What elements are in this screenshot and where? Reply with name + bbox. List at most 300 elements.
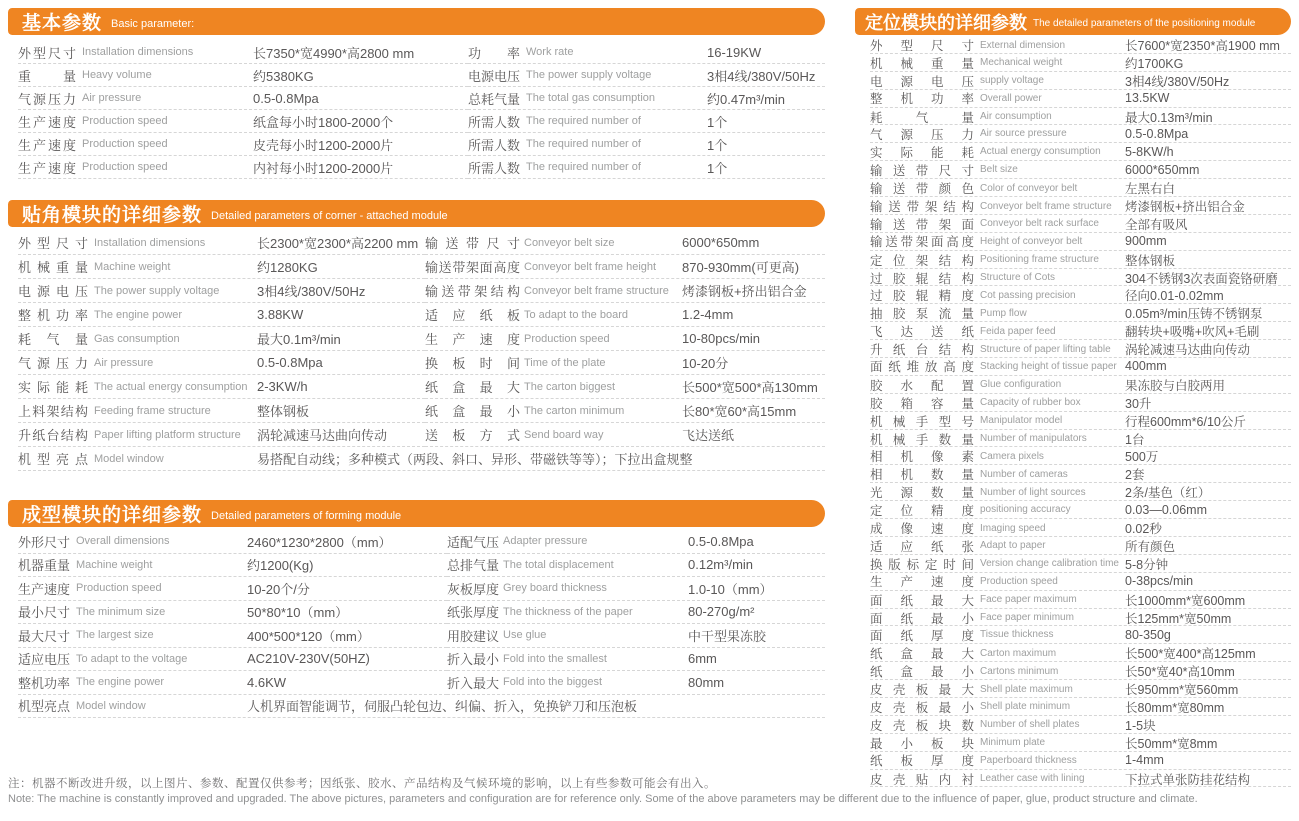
param-label-cn: 实际能耗 xyxy=(18,380,88,395)
param-value: 500万 xyxy=(1125,450,1159,465)
param-label-en: Production speed xyxy=(980,575,1058,587)
param-value: 烤漆钢板+挤出铝合金 xyxy=(1125,200,1245,215)
param-label-cn: 机械重量 xyxy=(18,260,88,275)
param-label-en: Feida paper feed xyxy=(980,325,1056,337)
table-title-en: Basic parameter: xyxy=(111,17,195,30)
param-label-cn: 气源压力 xyxy=(870,127,974,142)
table-row xyxy=(870,465,1291,483)
table-row xyxy=(870,36,1291,54)
param-label-cn: 纸盒最小 xyxy=(870,665,974,680)
param-value: 1.2-4mm xyxy=(682,307,734,322)
param-label-en: Stacking height of tissue paper xyxy=(980,360,1117,372)
param-value: 约5380KG xyxy=(253,68,314,84)
param-value: 涡轮减速马达曲向传动 xyxy=(257,428,388,443)
table-row xyxy=(18,447,825,471)
table-row xyxy=(870,412,1291,430)
param-label-cn: 用胶建议 xyxy=(447,628,499,644)
param-value: 飞达送纸 xyxy=(682,428,735,443)
param-label-en: Shell plate minimum xyxy=(980,701,1071,713)
basic-left-column xyxy=(18,41,468,179)
table-row xyxy=(870,483,1291,501)
param-label-en: Leather case with lining xyxy=(980,773,1085,785)
param-label-cn: 适应电压 xyxy=(18,652,70,668)
param-value: 2460*1230*2800（mm） xyxy=(247,534,392,550)
footer-note-cn: 注：机器不断改进升级，以上图片、参数、配置仅供参考；因纸张、胶水、产品结构及气候环境的影响，以上有些参数可能会有出入。 xyxy=(8,778,716,790)
param-value: 长7350*宽4990*高2800 mm xyxy=(253,45,415,61)
param-value: 约1280KG xyxy=(257,260,318,275)
table-row xyxy=(18,351,425,375)
table-title-en: Detailed parameters of forming module xyxy=(211,509,402,522)
param-label-cn: 输送带尺寸 xyxy=(870,163,974,178)
param-label-cn: 生产速度 xyxy=(18,137,76,153)
param-value: AC210V-230V(50HZ) xyxy=(247,651,370,667)
param-value: 纸盒每小时1800-2000个 xyxy=(253,114,394,130)
table-row xyxy=(870,501,1291,519)
param-value: 80-270g/m² xyxy=(688,604,755,620)
table-title-cn: 贴角模块的详细参数 xyxy=(22,205,203,226)
table-row xyxy=(468,87,825,110)
param-label-en: Gas consumption xyxy=(94,332,180,345)
param-label-en: Number of manipulators xyxy=(980,433,1087,445)
param-label-en: Feeding frame structure xyxy=(94,404,211,417)
param-label-cn: 胶箱容量 xyxy=(870,396,974,411)
param-value: 长2300*宽2300*高2200 mm xyxy=(257,236,419,251)
param-label-en: Production speed xyxy=(82,161,168,173)
param-label-cn: 所需人数 xyxy=(468,137,520,153)
param-label-en: Imaging speed xyxy=(980,522,1046,534)
table-row xyxy=(447,577,825,601)
param-label-cn: 机型亮点 xyxy=(18,452,88,467)
param-label-en: Installation dimensions xyxy=(82,46,194,58)
param-label-en: Structure of paper lifting table xyxy=(980,343,1111,355)
table-row xyxy=(870,537,1291,555)
table-row xyxy=(18,255,425,279)
param-value: 50*80*10（mm） xyxy=(247,605,349,621)
positioning-module-table xyxy=(855,8,1291,787)
param-label-en: Carton maximum xyxy=(980,647,1057,659)
table-row xyxy=(870,125,1291,143)
param-label-cn: 抽胶泵流量 xyxy=(870,307,974,322)
param-label-en: The carton biggest xyxy=(524,380,616,393)
param-value: 870-930mm(可更高) xyxy=(682,260,800,275)
param-label-cn: 过胶辊精度 xyxy=(870,289,974,304)
param-label-cn: 皮壳贴内衬 xyxy=(870,772,974,787)
table-row xyxy=(468,133,825,156)
param-value: 0.03—0.06mm xyxy=(1125,502,1207,517)
param-value: 5-8分钟 xyxy=(1125,557,1169,572)
param-value: 3相4线/380V/50Hz xyxy=(707,68,816,84)
param-value: 13.5KW xyxy=(1125,91,1170,106)
param-label-cn: 输送带架面高度 xyxy=(870,235,974,250)
param-label-cn: 生产速度 xyxy=(425,332,520,347)
param-label-cn: 机型亮点 xyxy=(18,699,70,715)
table-row xyxy=(18,577,447,601)
param-label-cn: 所需人数 xyxy=(468,160,520,176)
param-label-cn: 气源压力 xyxy=(18,356,88,371)
param-label-cn: 最大尺寸 xyxy=(18,628,70,644)
table-title-cn: 定位模块的详细参数 xyxy=(865,12,1027,33)
table-title-en: Detailed parameters of corner - attached module xyxy=(211,209,448,222)
param-value: 4.6KW xyxy=(247,674,287,690)
param-label-en: The engine power xyxy=(76,676,165,689)
param-label-cn: 外型尺寸 xyxy=(18,236,88,251)
table-row xyxy=(870,161,1291,179)
param-label-cn: 机器重量 xyxy=(18,558,70,574)
table-row xyxy=(425,231,825,255)
param-label-cn: 功率 xyxy=(468,45,520,61)
param-value: 1.0-10（mm） xyxy=(688,581,773,597)
param-value: 2条/基色（红） xyxy=(1125,486,1211,501)
param-label-cn: 整机功率 xyxy=(18,675,70,691)
table-row xyxy=(870,179,1291,197)
param-value: 所有颜色 xyxy=(1125,539,1176,554)
positioning-rows xyxy=(855,36,1291,787)
param-value: 最大0.1m³/min xyxy=(257,332,341,347)
param-value: 10-20个/分 xyxy=(247,581,310,597)
param-label-en: Paperboard thickness xyxy=(980,754,1077,766)
param-value: 最大0.13m³/min xyxy=(1125,110,1213,125)
corner-highlight-row xyxy=(8,447,825,471)
param-label-en: Face paper minimum xyxy=(980,612,1074,623)
param-label-en: Number of light sources xyxy=(980,486,1086,498)
param-label-cn: 最小尺寸 xyxy=(18,605,70,621)
param-label-en: Model window xyxy=(76,699,146,712)
param-label-cn: 纸张厚度 xyxy=(447,605,499,621)
param-value: 6000*650mm xyxy=(1125,162,1200,177)
param-label-cn: 光源数量 xyxy=(870,486,974,501)
table-row xyxy=(18,156,468,179)
param-label-en: External dimension xyxy=(980,39,1066,51)
param-label-en: Capacity of rubber box xyxy=(980,397,1081,409)
param-label-cn: 电源电压 xyxy=(468,68,520,84)
param-label-en: To adapt to the board xyxy=(524,308,628,321)
corner-module-header xyxy=(8,200,825,227)
param-label-cn: 生产速度 xyxy=(18,581,70,597)
param-label-cn: 皮壳板块数 xyxy=(870,718,974,733)
table-row xyxy=(870,644,1291,662)
param-value: 0.5-0.8Mpa xyxy=(1125,126,1189,141)
corner-left-column xyxy=(18,231,425,447)
param-label-en: Conveyor belt frame structure xyxy=(980,200,1112,212)
table-row xyxy=(870,752,1291,770)
table-row xyxy=(18,554,447,578)
footer-note-en: Note: The machine is constantly improved and upgraded. The above pictures, parameters and configuration are for reference only. Some of the above parameters may be different due to the influence of paper, glue, product structure and climate. xyxy=(8,793,1198,805)
param-label-en: Positioning frame structure xyxy=(980,254,1099,266)
table-row xyxy=(18,423,425,447)
param-value: 长1000mm*宽600mm xyxy=(1125,593,1246,608)
footer-notes xyxy=(8,777,1288,807)
table-row xyxy=(18,375,425,399)
param-label-en: Cot passing precision xyxy=(980,289,1076,301)
param-label-en: Production speed xyxy=(82,138,168,150)
table-row xyxy=(468,64,825,87)
param-label-cn: 面纸厚度 xyxy=(870,628,974,643)
param-label-cn: 生产速度 xyxy=(870,575,974,590)
forming-module-header xyxy=(8,500,825,527)
param-label-cn: 纸盒最大 xyxy=(425,380,520,395)
param-label-cn: 耗气量 xyxy=(18,332,88,347)
table-row xyxy=(18,530,447,554)
param-label-en: Conveyor belt frame structure xyxy=(524,284,669,297)
param-label-cn: 面纸堆放高度 xyxy=(870,360,974,375)
param-label-en: Actual energy consumption xyxy=(980,146,1101,158)
table-row xyxy=(870,108,1291,126)
param-label-cn: 定位精度 xyxy=(870,503,974,518)
param-value: 长80mm*宽80mm xyxy=(1125,700,1225,715)
param-value: 80-350g xyxy=(1125,627,1171,642)
table-row xyxy=(870,662,1291,680)
table-row xyxy=(870,626,1291,644)
param-label-en: The power supply voltage xyxy=(526,69,652,81)
param-label-en: The carton minimum xyxy=(524,404,625,417)
forming-module-table xyxy=(8,500,825,718)
param-label-cn: 折入最小 xyxy=(447,652,499,668)
param-label-cn: 灰板厚度 xyxy=(447,581,499,597)
table-row xyxy=(870,394,1291,412)
param-label-cn: 机械手型号 xyxy=(870,414,974,429)
param-value: 整体钢板 xyxy=(1125,253,1176,268)
param-label-cn: 相机数量 xyxy=(870,468,974,483)
param-label-cn: 重量 xyxy=(18,68,76,84)
table-row xyxy=(18,695,825,719)
table-row xyxy=(425,279,825,303)
param-value: 行程600mm*6/10公斤 xyxy=(1125,414,1246,429)
param-label-en: Number of cameras xyxy=(980,468,1068,480)
param-label-en: Air pressure xyxy=(94,356,154,369)
table-row xyxy=(468,41,825,64)
table-row xyxy=(18,399,425,423)
param-label-en: Adapt to paper xyxy=(980,540,1046,552)
param-label-en: The required number of xyxy=(526,161,641,173)
table-row xyxy=(18,327,425,351)
table-title-cn: 基本参数 xyxy=(22,13,103,34)
table-row xyxy=(447,530,825,554)
param-value: 0.5-0.8Mpa xyxy=(257,355,323,370)
table-row xyxy=(870,734,1291,752)
param-label-en: Cartons minimum xyxy=(980,665,1059,677)
param-value: 304不锈钢3次表面瓷铬研磨 xyxy=(1125,271,1278,286)
param-label-cn: 生产速度 xyxy=(18,160,76,176)
param-value: 30升 xyxy=(1125,396,1152,411)
param-value: 0.05m³/min压铸不锈钢泵 xyxy=(1125,307,1263,322)
param-value: 1-4mm xyxy=(1125,753,1164,768)
table-title-en: The detailed parameters of the positioning module xyxy=(1033,18,1256,29)
param-label-en: Machine weight xyxy=(94,260,171,273)
table-row xyxy=(447,671,825,695)
table-row xyxy=(870,90,1291,108)
table-row xyxy=(870,680,1291,698)
table-row xyxy=(870,573,1291,591)
param-label-en: Overall dimensions xyxy=(76,535,170,548)
param-label-cn: 成像速度 xyxy=(870,522,974,537)
param-value: 5-8KW/h xyxy=(1125,144,1174,159)
table-row xyxy=(425,375,825,399)
table-row xyxy=(468,110,825,133)
table-row xyxy=(870,609,1291,627)
param-label-en: Production speed xyxy=(82,115,168,127)
param-value: 径向0.01-0.02mm xyxy=(1125,289,1224,304)
param-value: 400*500*120（mm） xyxy=(247,628,370,644)
param-label-en: Conveyor belt frame height xyxy=(524,260,657,273)
param-value: 0.12m³/min xyxy=(688,557,754,573)
table-row xyxy=(870,376,1291,394)
param-value: 整体钢板 xyxy=(257,404,310,419)
table-row xyxy=(870,304,1291,322)
param-label-cn: 最小板块 xyxy=(870,736,974,751)
table-row xyxy=(870,358,1291,376)
table-title-cn: 成型模块的详细参数 xyxy=(22,505,203,526)
param-value: 3相4线/380V/50Hz xyxy=(1125,74,1230,89)
param-label-en: The actual energy consumption xyxy=(94,380,248,393)
table-row xyxy=(870,197,1291,215)
param-value: 约1200(Kg) xyxy=(247,558,314,574)
param-label-en: Mechanical weight xyxy=(980,57,1063,69)
param-label-en: Fold into the biggest xyxy=(503,676,603,689)
table-row xyxy=(425,399,825,423)
param-label-cn: 整机功率 xyxy=(18,308,88,323)
param-label-en: Tissue thickness xyxy=(980,629,1054,641)
param-value: 6mm xyxy=(688,651,717,667)
param-label-en: Manipulator model xyxy=(980,415,1063,427)
param-value: 1个 xyxy=(707,114,728,130)
param-value: 长125mm*宽50mm xyxy=(1125,611,1232,626)
param-label-en: Fold into the smallest xyxy=(503,652,607,665)
positioning-module-header xyxy=(855,8,1291,35)
param-value: 1个 xyxy=(707,160,728,176)
param-label-cn: 输送带尺寸 xyxy=(425,236,520,251)
param-value: 长7600*宽2350*高1900 mm xyxy=(1125,39,1280,53)
param-label-en: The minimum size xyxy=(76,605,166,618)
param-label-en: Color of conveyor belt xyxy=(980,182,1078,194)
param-label-cn: 适应纸板 xyxy=(425,308,520,323)
param-label-en: Send board way xyxy=(524,428,604,441)
param-label-en: Installation dimensions xyxy=(94,236,206,249)
param-label-en: Production speed xyxy=(524,332,610,345)
param-label-en: Grey board thickness xyxy=(503,582,607,595)
param-value: 下拉式单张防挂花结构 xyxy=(1125,772,1251,787)
param-label-cn: 输送带架面 xyxy=(870,217,974,232)
table-row xyxy=(870,430,1291,448)
table-row xyxy=(447,624,825,648)
param-label-cn: 气源压力 xyxy=(18,91,76,107)
table-row xyxy=(425,327,825,351)
param-label-cn: 输送带颜色 xyxy=(870,182,974,197)
table-row xyxy=(18,601,447,625)
table-row xyxy=(18,671,447,695)
param-label-cn: 折入最大 xyxy=(447,675,499,691)
param-label-cn: 输送带架结构 xyxy=(425,284,520,299)
table-row xyxy=(425,303,825,327)
param-label-cn: 外型尺寸 xyxy=(18,45,76,61)
param-value: 2套 xyxy=(1125,468,1145,483)
param-label-en: Version change calibration time xyxy=(980,558,1119,570)
param-label-en: Belt size xyxy=(980,164,1018,176)
param-label-cn: 飞达送纸 xyxy=(870,325,974,340)
param-value: 烤漆钢板+挤出铝合金 xyxy=(682,284,807,299)
param-label-cn: 总排气量 xyxy=(447,558,499,574)
param-value: 900mm xyxy=(1125,234,1167,249)
param-value: 皮壳每小时1200-2000片 xyxy=(253,137,394,153)
param-value: 3.88KW xyxy=(257,307,304,322)
param-label-en: supply voltage xyxy=(980,75,1044,87)
param-value: 长80*宽60*高15mm xyxy=(682,404,797,419)
table-row xyxy=(447,648,825,672)
param-label-en: Conveyor belt rack surface xyxy=(980,218,1099,230)
param-label-cn: 相机像素 xyxy=(870,450,974,465)
table-row xyxy=(18,648,447,672)
param-value: 2-3KW/h xyxy=(257,379,308,394)
param-label-en: The required number of xyxy=(526,138,641,150)
param-label-en: Overall power xyxy=(980,92,1042,104)
param-value: 16-19KW xyxy=(707,44,762,60)
param-label-en: Height of conveyor belt xyxy=(980,235,1083,247)
param-label-cn: 实际能耗 xyxy=(870,145,974,160)
param-label-en: Air source pressure xyxy=(980,128,1067,140)
param-label-cn: 输送带架结构 xyxy=(870,200,974,215)
param-label-cn: 升纸台结构 xyxy=(18,428,88,443)
param-label-en: Machine weight xyxy=(76,558,153,571)
param-label-cn: 定位架结构 xyxy=(870,253,974,268)
table-row xyxy=(870,269,1291,287)
table-row xyxy=(425,351,825,375)
param-label-cn: 外型尺寸 xyxy=(870,39,974,53)
basic-parameters-table xyxy=(8,8,825,179)
table-row xyxy=(870,54,1291,72)
param-value: 左黑右白 xyxy=(1125,182,1176,197)
param-label-en: Glue configuration xyxy=(980,379,1062,391)
table-row xyxy=(18,279,425,303)
table-row xyxy=(870,716,1291,734)
param-label-en: The power supply voltage xyxy=(94,284,220,297)
param-label-cn: 送板方式 xyxy=(425,428,520,443)
param-value: 全部有吸风 xyxy=(1125,217,1188,232)
table-row xyxy=(870,72,1291,90)
table-row xyxy=(870,233,1291,251)
table-row xyxy=(468,156,825,179)
table-row xyxy=(870,555,1291,573)
corner-right-column xyxy=(425,231,825,447)
param-label-cn: 纸盒最小 xyxy=(425,404,520,419)
param-label-cn: 上料架结构 xyxy=(18,404,88,419)
table-row xyxy=(425,255,825,279)
table-row xyxy=(18,624,447,648)
param-label-cn: 面纸最小 xyxy=(870,611,974,626)
corner-module-table xyxy=(8,200,825,471)
param-label-cn: 适应纸张 xyxy=(870,539,974,554)
table-row xyxy=(870,698,1291,716)
table-row xyxy=(870,143,1291,161)
table-row xyxy=(870,251,1291,269)
param-label-en: To adapt to the voltage xyxy=(76,652,188,665)
param-label-en: Air pressure xyxy=(82,92,142,104)
param-value: 中干型果冻胶 xyxy=(688,628,767,644)
param-label-cn: 适配气压 xyxy=(447,534,499,550)
param-label-cn: 皮壳板最小 xyxy=(870,700,974,715)
table-row xyxy=(18,87,468,110)
table-row xyxy=(870,591,1291,609)
param-label-en: The total gas consumption xyxy=(526,92,656,104)
param-value: 长500*宽500*高130mm xyxy=(682,380,818,395)
param-label-cn: 机械手数量 xyxy=(870,432,974,447)
param-value: 0-38pcs/min xyxy=(1125,574,1194,589)
param-label-en: The largest size xyxy=(76,629,154,642)
table-row xyxy=(18,133,468,156)
param-label-cn: 耗气量 xyxy=(870,110,974,125)
param-label-en: Air consumption xyxy=(980,111,1052,123)
param-label-en: Shell plate maximum xyxy=(980,683,1073,695)
param-value: 易搭配自动线；多种模式（两段、斜口、异形、带磁铁等等）；下拉出盒规整 xyxy=(257,452,693,467)
param-label-cn: 换板时间 xyxy=(425,356,520,371)
